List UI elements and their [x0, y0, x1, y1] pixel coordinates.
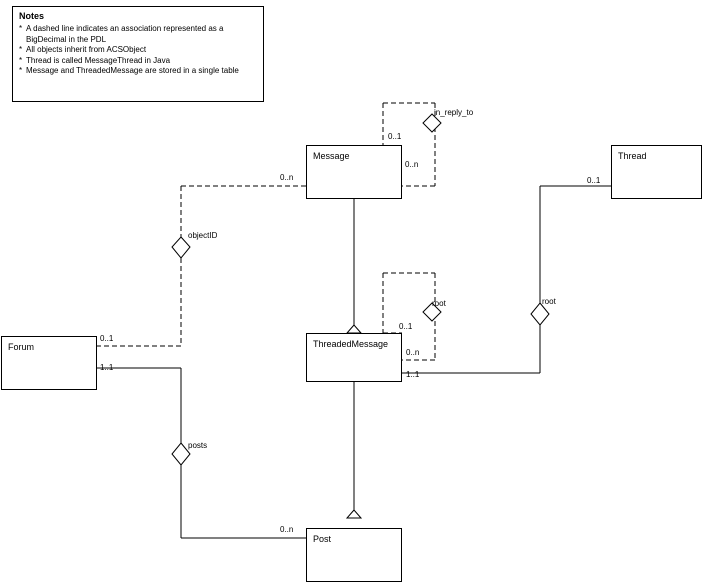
class-box-message[interactable]	[306, 145, 402, 199]
note-item: * A dashed line indicates an association represented as a BigDecimal in the PDL	[19, 24, 257, 45]
class-box-threadedmessage[interactable]	[306, 333, 402, 382]
notes-list	[19, 24, 257, 77]
multiplicity-threadedmessage-root-top: 0..1	[399, 322, 413, 331]
association-label-root-thread: root	[542, 297, 556, 306]
class-name-forum: Forum	[8, 342, 35, 352]
class-name-message: Message	[313, 151, 350, 161]
class-name-threadedmessage: ThreadedMessage	[313, 339, 389, 349]
multiplicity-thread-root: 0..1	[587, 176, 601, 185]
note-item: * All objects inherit from ACSObject	[19, 45, 257, 56]
class-name-post: Post	[313, 534, 332, 544]
association-label-objectid: objectID	[188, 231, 218, 240]
association-label-root-self: root	[432, 299, 446, 308]
multiplicity-threadedmessage-thread-root: 1..1	[406, 370, 420, 379]
class-name-thread: Thread	[618, 151, 647, 161]
note-item: * Thread is called MessageThread in Java	[19, 56, 257, 67]
multiplicity-post-posts: 0..n	[280, 525, 294, 534]
notes-title: Notes	[19, 11, 45, 21]
note-item: * Message and ThreadedMessage are stored in a single table	[19, 66, 257, 77]
class-box-forum[interactable]	[1, 336, 97, 390]
multiplicity-forum-posts: 1..1	[100, 363, 114, 372]
multiplicity-message-in-reply-to-bottom: 0..n	[405, 160, 419, 169]
multiplicity-message-objectid: 0..n	[280, 173, 294, 182]
multiplicity-message-in-reply-to-top: 0..1	[388, 132, 402, 141]
association-label-posts: posts	[188, 441, 208, 450]
multiplicity-threadedmessage-root-bottom: 0..n	[406, 348, 420, 357]
class-box-thread[interactable]	[611, 145, 702, 199]
notes-box	[12, 6, 264, 102]
association-label-in-reply-to: in_reply_to	[434, 108, 474, 117]
multiplicity-forum-objectid: 0..1	[100, 334, 114, 343]
class-box-post[interactable]	[306, 528, 402, 582]
